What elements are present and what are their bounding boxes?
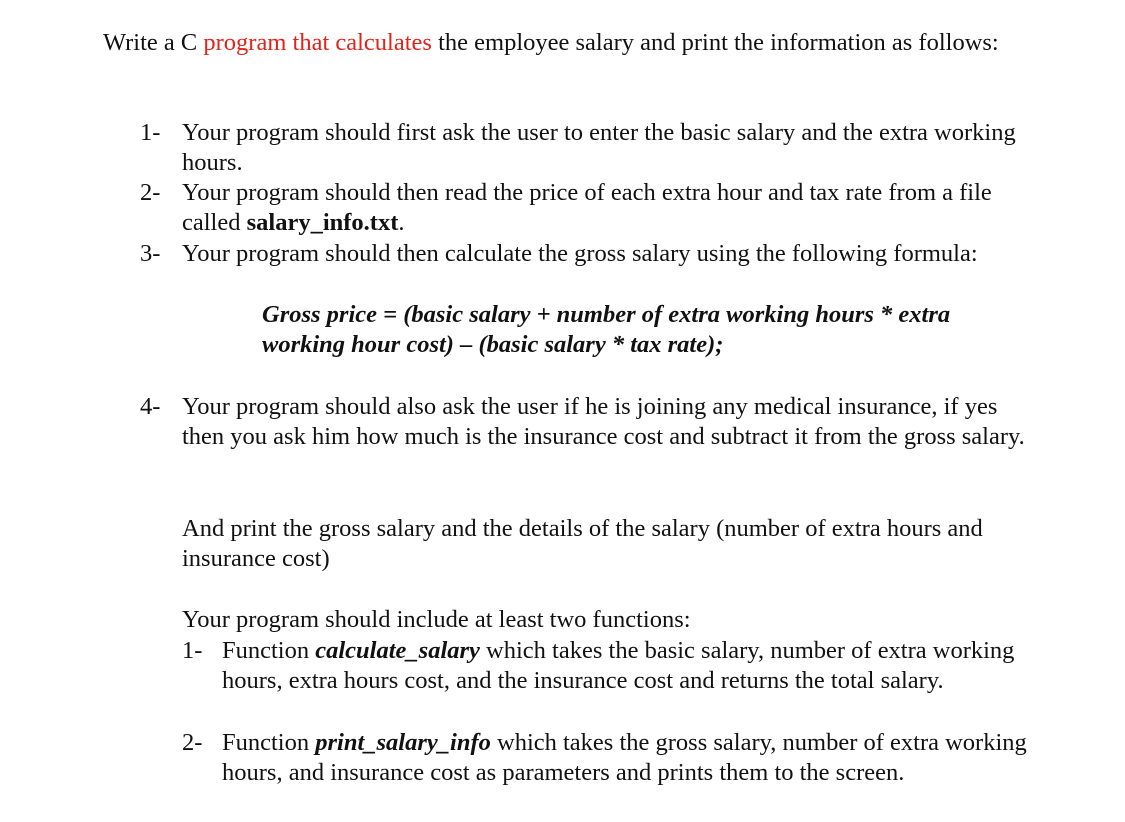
- function-text: Function calculate_salary which takes the basic salary, number of extra working hours, extra hours cost, and the insurance cost and returns the total salary.: [222, 637, 1015, 694]
- formula-line-1: Gross price = (basic salary + number of extra working hours * extra: [262, 301, 951, 328]
- step-text: Your program should first ask the user to enter the basic salary and the extra working hours.: [182, 119, 1016, 176]
- function-1: [182, 636, 1062, 696]
- function-2: [182, 728, 1072, 788]
- step-2: [140, 178, 1040, 238]
- step-text: Your program should also ask the user if he is joining any medical insurance, if yes then you ask him how much is the insurance cost and subtract it from the gross salary.: [182, 393, 1025, 450]
- step-4: [140, 392, 1030, 452]
- gross-formula: [262, 300, 1022, 360]
- intro-text-start: Write a C: [103, 29, 204, 56]
- intro-highlight: program that calculates: [203, 29, 432, 56]
- step-1: [140, 118, 1040, 178]
- functions-intro: Your program should include at least two functions:: [182, 606, 691, 633]
- intro-text-end: the employee salary and print the information as follows:: [431, 29, 999, 56]
- formula-line-2: working hour cost) – (basic salary * tax rate);: [262, 331, 724, 358]
- step-number: 1-: [140, 119, 161, 146]
- function-name: calculate_salary: [315, 637, 480, 664]
- step-3: [140, 239, 1070, 269]
- function-number: 2-: [182, 729, 203, 756]
- function-name: print_salary_info: [315, 729, 491, 756]
- filename: salary_info.txt: [246, 209, 399, 236]
- step-number: 4-: [140, 393, 161, 420]
- function-text: Function print_salary_info which takes the gross salary, number of extra working hours, and insurance cost as parameters and prints them to the screen.: [222, 729, 1027, 786]
- print-paragraph: And print the gross salary and the details of the salary (number of extra hours and insurance cost): [182, 515, 983, 572]
- step-text: Your program should then calculate the gross salary using the following formula:: [182, 240, 978, 267]
- step-number: 2-: [140, 179, 161, 206]
- intro-paragraph: [103, 28, 1003, 58]
- step-text: Your program should then read the price of each extra hour and tax rate from a file called salary_info.txt.: [182, 179, 992, 236]
- function-number: 1-: [182, 637, 203, 664]
- step-number: 3-: [140, 240, 161, 267]
